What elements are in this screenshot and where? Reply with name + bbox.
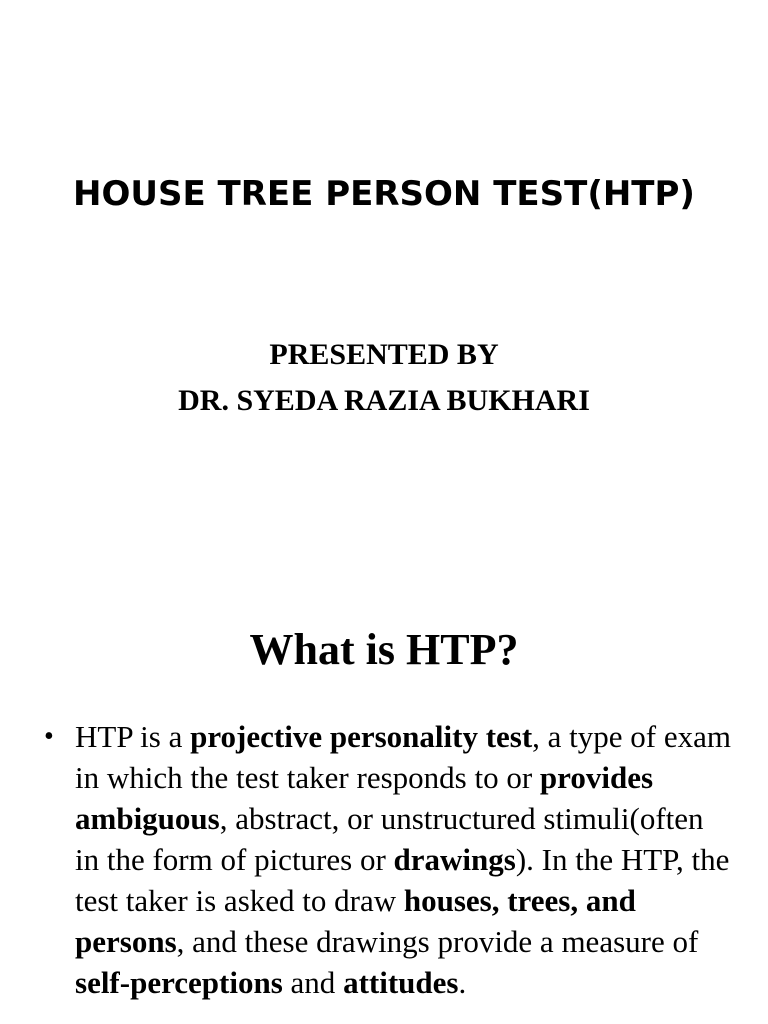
bullet-text: , a type of exam in which the test taker responds to or [75, 719, 732, 795]
bullet-text: and [282, 965, 344, 1000]
bullet-text: , abstract, or unstructured stimuli(often in the form of pictures or [75, 801, 704, 877]
bullet-text-bold: drawings [393, 842, 516, 877]
bullet-item [44, 716, 734, 1003]
presenter-name: DR. SYEDA RAZIA BUKHARI [178, 384, 590, 417]
bullet-text: HTP is a [75, 719, 191, 754]
bullet-text: ). In the HTP, the test taker is asked to draw [75, 842, 730, 918]
bullet-list [44, 716, 734, 1003]
content-slide [0, 576, 768, 1024]
bullet-text-bold: provides ambiguous [75, 760, 654, 836]
slide-heading: What is HTP? [249, 625, 519, 674]
bullet-text-bold: houses, trees, and persons [75, 883, 636, 959]
slide-title: HOUSE TREE PERSON TEST(HTP) [73, 174, 695, 214]
bullet-text-bold: self-perceptions [75, 965, 283, 1000]
presenter-block [0, 332, 768, 424]
bullet-text-bold: attitudes [343, 965, 459, 1000]
bullet-text-bold: projective personality test [190, 719, 533, 754]
bullet-text: . [458, 965, 467, 1000]
bullet-icon: • [44, 721, 54, 752]
bullet-text: , and these drawings provide a measure of [176, 924, 699, 959]
presented-by-label: PRESENTED BY [269, 338, 499, 371]
